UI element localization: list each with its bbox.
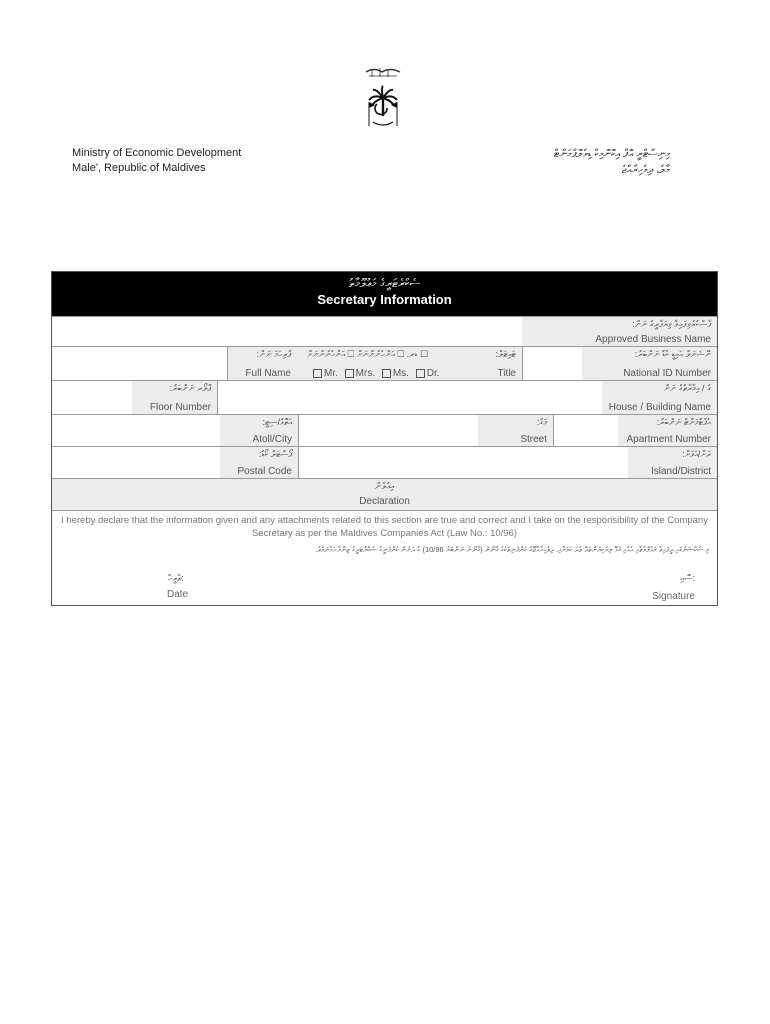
title-options: ޑރ. ☐ އަންހެނުންނަށް ☐ އަންހެނުންނަށް ☐ Mr. Mrs. Ms. Dr.: [297, 347, 479, 380]
apartment-number-label: އެޕާޓްމަންޓް ނަންބަރު: Apartment Number: [618, 415, 717, 446]
ministry-dv-line-1: މިނިސްޓްރީ އޮފް އިކޮނޮމިކް ޑިވެލޮޕްމަންޓް: [553, 148, 670, 160]
street-input[interactable]: [298, 415, 478, 446]
checkbox-ms[interactable]: [382, 369, 391, 378]
postal-code-input[interactable]: [52, 447, 220, 478]
form-title: Secretary Information: [317, 292, 452, 307]
ministry-line-1: Ministry of Economic Development: [72, 147, 242, 159]
declaration-title: Declaration: [359, 496, 410, 507]
house-building-name-input[interactable]: [217, 381, 602, 414]
form-header: [52, 272, 717, 316]
signature-label: Signature: [652, 591, 695, 602]
full-name-label: ފުރިހަމަ ނަން: Full Name: [227, 347, 297, 380]
row-postal-island: [52, 446, 717, 478]
house-building-name-label: ގެ / އިމާރާތުގެ ނަން House / Building Name: [602, 381, 717, 414]
row-atoll-street-apartment: [52, 414, 717, 446]
ministry-name-dv: [554, 146, 670, 178]
checkbox-mrs[interactable]: [345, 369, 354, 378]
postal-code-label: ޕޯސްޓަލް ކޯޑު: Postal Code: [220, 447, 298, 478]
date-label-dv: ތާރީޚް:: [168, 573, 184, 583]
ministry-name-en: [72, 146, 241, 176]
atoll-city-input[interactable]: [52, 415, 220, 446]
checkbox-dr[interactable]: [416, 369, 425, 378]
approved-business-name-label: ފާސްކުރެވިފައިވާ ވިޔަފާރީގެ ނަން: Approved Business Name: [522, 317, 717, 346]
secretary-information-form: [51, 271, 718, 606]
title-options-dv: ޑރ. ☐ އަންހެނުންނަށް ☐ އަންހެނުންނަށް ☐: [307, 349, 429, 359]
date-label: Date: [167, 589, 189, 600]
row-floor-house: [52, 380, 717, 414]
declaration-text-dv: މި ސެކްޝަނުގައި ދީފައިވާ މަޢުލޫމާތާއި އެއާއި ގުޅޭ ލިޔެކިޔުންތައް ތެދު ކަމަށާއި، ދިވެހިރާއްޖޭގެ ކުންފުނިތަކުގެ ޤާނޫނު (ޤާނޫނު ނަންބަރު 10/96) ގެ ދަށުން ކުންފުނީގެ ސެކްރެޓަރީގެ ޒިންމާ އަޅާނަމެވެ.: [315, 545, 709, 554]
ministry-line-2: Male', Republic of Maldives: [72, 162, 206, 174]
title-label: ޓައިޓަލް: Title: [479, 347, 522, 380]
row-name-title-id: [52, 346, 717, 380]
street-label: މަގު: Street: [478, 415, 553, 446]
island-district-label: ރަށް/އަވަށް: Island/District: [628, 447, 717, 478]
full-name-input[interactable]: [52, 347, 227, 380]
declaration-body: [52, 510, 717, 607]
maldives-emblem-icon: [360, 66, 406, 132]
apartment-number-input[interactable]: [553, 415, 618, 446]
atoll-city-label: އަތޮޅު/ސިޓީ: Atoll/City: [220, 415, 298, 446]
signature-label-dv: ސޮއި:: [680, 573, 695, 583]
row-approved-name: [52, 316, 717, 346]
floor-number-label: ފްލޯރ ނަންބަރު: Floor Number: [132, 381, 217, 414]
declaration-text-en: I hereby declare that the information given and any attachments related to this section are true and correct and I take on the responsibility of the Company Secretary as per the Maldives Companies Act (Law No.: 10/96): [61, 515, 708, 539]
approved-business-name-input[interactable]: [52, 317, 522, 346]
ministry-dv-line-2: މާލެ، ދިވެހިރާއްޖެ: [621, 164, 670, 176]
floor-number-input[interactable]: [52, 381, 132, 414]
national-id-input[interactable]: [522, 347, 582, 380]
checkbox-mr[interactable]: [313, 369, 322, 378]
island-district-input[interactable]: [298, 447, 628, 478]
declaration-header: [52, 478, 717, 510]
form-title-dv: ސެކްރެޓަރީގެ މަޢުލޫމާތު: [348, 276, 421, 290]
declaration-title-dv: އިޢުލާން: [374, 481, 395, 491]
national-id-label: ނޭޝަނަލް އައިޑީ ކާޑު ނަންބަރު: National ID Number: [582, 347, 717, 380]
